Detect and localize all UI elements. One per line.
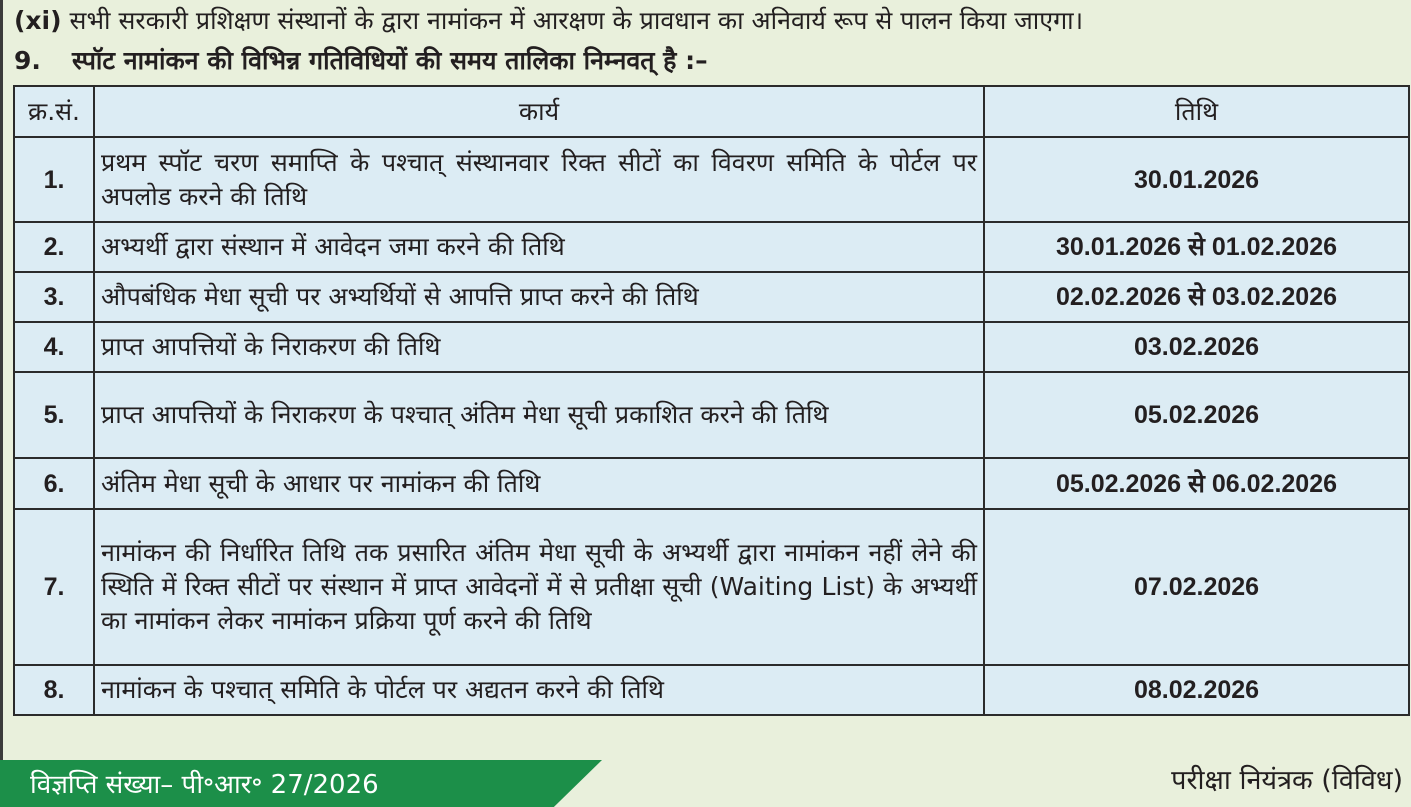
row-task: अंतिम मेधा सूची के आधार पर नामांकन की तिथि	[94, 458, 984, 509]
row-serial: 8.	[14, 665, 94, 715]
table-row	[14, 665, 1409, 715]
section-title: स्पॉट नामांकन की विभिन्न गतिविधियों की समय तालिका निम्नवत् है :–	[72, 46, 708, 75]
section-heading	[14, 44, 708, 78]
row-serial: 6.	[14, 458, 94, 509]
row-date: 30.01.2026	[984, 137, 1409, 222]
row-task: नामांकन की निर्धारित तिथि तक प्रसारित अंतिम मेधा सूची के अभ्यर्थी द्वारा नामांकन नहीं लेने की स्थिति में रिक्त सीटों पर संस्थान में प्राप्त आवेदनों में से प्रतीक्षा सूची (Waiting List) के अभ्यर्थी का नामांकन लेकर नामांकन प्रक्रिया पूर्ण करने की तिथि	[94, 509, 984, 665]
section-number: 9.	[14, 46, 41, 75]
row-serial: 4.	[14, 322, 94, 372]
row-task: प्राप्त आपत्तियों के निराकरण की तिथि	[94, 322, 984, 372]
schedule-table	[13, 85, 1410, 716]
row-date: 03.02.2026	[984, 322, 1409, 372]
clause-text: सभी सरकारी प्रशिक्षण संस्थानों के द्वारा नामांकन में आरक्षण के प्रावधान का अनिवार्य रूप से पालन किया जाएगा।	[69, 6, 1084, 35]
table-header-row	[14, 86, 1409, 137]
clause-xi	[14, 4, 1083, 38]
row-task: अभ्यर्थी द्वारा संस्थान में आवेदन जमा करने की तिथि	[94, 222, 984, 272]
row-date: 05.02.2026	[984, 372, 1409, 458]
row-serial: 7.	[14, 509, 94, 665]
row-task: प्रथम स्पॉट चरण समाप्ति के पश्चात् संस्थानवार रिक्त सीटों का विवरण समिति के पोर्टल पर अपलोड करने की तिथि	[94, 137, 984, 222]
row-date: 08.02.2026	[984, 665, 1409, 715]
table-row	[14, 372, 1409, 458]
header-date: तिथि	[984, 86, 1409, 137]
table-row	[14, 137, 1409, 222]
row-task: नामांकन के पश्चात् समिति के पोर्टल पर अद्यतन करने की तिथि	[94, 665, 984, 715]
notification-number: विज्ञप्ति संख्या– पी॰आर॰ 27/2026	[30, 770, 379, 800]
row-serial: 1.	[14, 137, 94, 222]
left-margin-rule	[0, 0, 3, 807]
table-row	[14, 222, 1409, 272]
table-row	[14, 272, 1409, 322]
row-date: 30.01.2026 से 01.02.2026	[984, 222, 1409, 272]
row-task: औपबंधिक मेधा सूची पर अभ्यर्थियों से आपत्ति प्राप्त करने की तिथि	[94, 272, 984, 322]
row-serial: 5.	[14, 372, 94, 458]
row-serial: 2.	[14, 222, 94, 272]
header-serial: क्र.सं.	[14, 86, 94, 137]
signatory-title: परीक्षा नियंत्रक (विविध)	[1171, 765, 1403, 796]
table-row	[14, 322, 1409, 372]
row-task: प्राप्त आपत्तियों के निराकरण के पश्चात् अंतिम मेधा सूची प्रकाशित करने की तिथि	[94, 372, 984, 458]
table-row	[14, 458, 1409, 509]
row-serial: 3.	[14, 272, 94, 322]
table-row	[14, 509, 1409, 665]
clause-number: (xi)	[14, 6, 62, 35]
row-date: 02.02.2026 से 03.02.2026	[984, 272, 1409, 322]
row-date: 05.02.2026 से 06.02.2026	[984, 458, 1409, 509]
row-date: 07.02.2026	[984, 509, 1409, 665]
header-task: कार्य	[94, 86, 984, 137]
